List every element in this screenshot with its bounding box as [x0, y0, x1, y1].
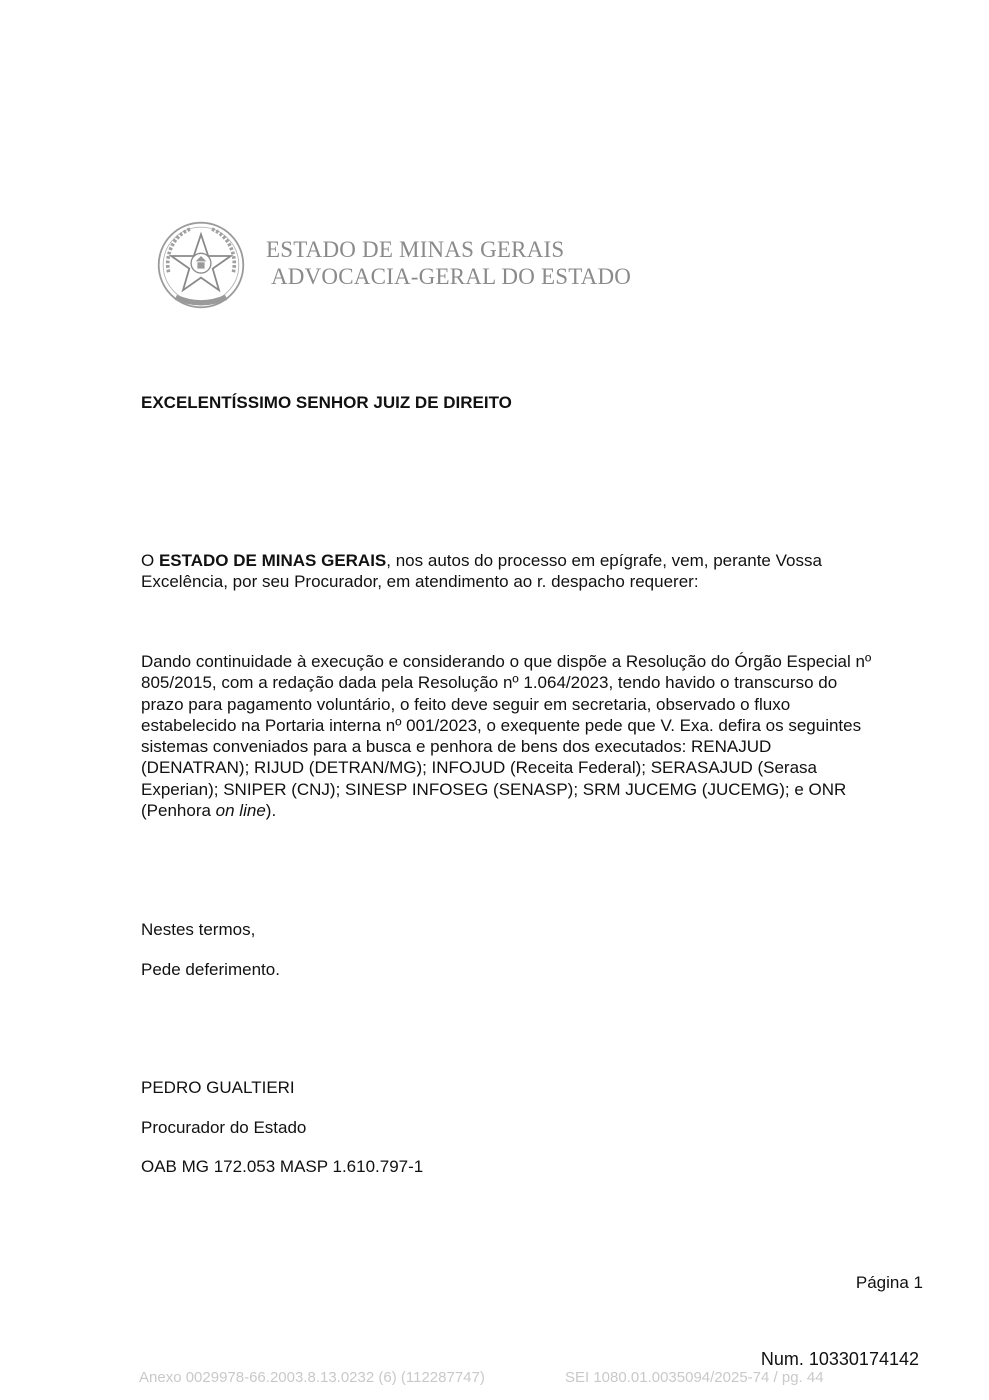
request-end: ).: [265, 801, 277, 821]
footer-annex-reference: Anexo 0029978-66.2003.8.13.0232 (6) (112287747): [139, 1369, 485, 1386]
footer-sei-reference: SEI 1080.01.0035094/2025-74 / pg. 44: [565, 1369, 824, 1386]
header-state-name: ESTADO DE MINAS GERAIS: [266, 237, 565, 262]
header-agency-name: ADVOCACIA-GERAL DO ESTADO: [271, 264, 632, 289]
signatory-registration: OAB MG 172.053 MASP 1.610.797-1: [141, 1157, 424, 1176]
closing-request: Pede deferimento.: [141, 960, 280, 979]
page-number: Página 1: [855, 1273, 923, 1292]
intro-party-name: ESTADO DE MINAS GERAIS: [158, 551, 387, 570]
document-number: Num. 10330174142: [760, 1349, 919, 1369]
request-italic-term: on line: [215, 801, 266, 821]
intro-body: , nos autos do processo em epígrafe, vem, perante Vossa Excelência, por seu Procurador, em atendimento ao r. despacho requerer:: [141, 551, 822, 592]
signatory-title: Procurador do Estado: [141, 1118, 307, 1137]
addressee-heading: EXCELENTÍSSIMO SENHOR JUIZ DE DIREITO: [141, 393, 512, 412]
request-paragraph: [141, 651, 881, 821]
signatory-name: PEDRO GUALTIERI: [141, 1078, 295, 1097]
state-coat-of-arms-seal: [156, 220, 246, 310]
intro-prefix: O: [141, 551, 159, 570]
request-body: Dando continuidade à execução e considerando o que dispõe a Resolução do Órgão Especial nº 805/2015, com a redação dada pela Resolução nº 1.064/2023, tendo havido o transcurso do prazo para pagamento voluntário, o feito deve seguir em secretaria, observado o fluxo estabelecido na Portaria interna nº 001/2023, o exequente pede que V. Exa. defira os seguintes sistemas conveniados para a busca e penhora de bens dos executados: RENAJUD (DENATRAN); RIJUD (DETRAN/MG); INFOJUD (Receita Federal); SERASAJUD (Serasa Experian); SNIPER (CNJ); SINESP INFOSEG (SENASP); SRM JUCEMG (JUCEMG); e ONR (Penhora: [141, 652, 872, 821]
closing-terms: Nestes termos,: [141, 920, 256, 939]
intro-paragraph: [141, 550, 881, 593]
